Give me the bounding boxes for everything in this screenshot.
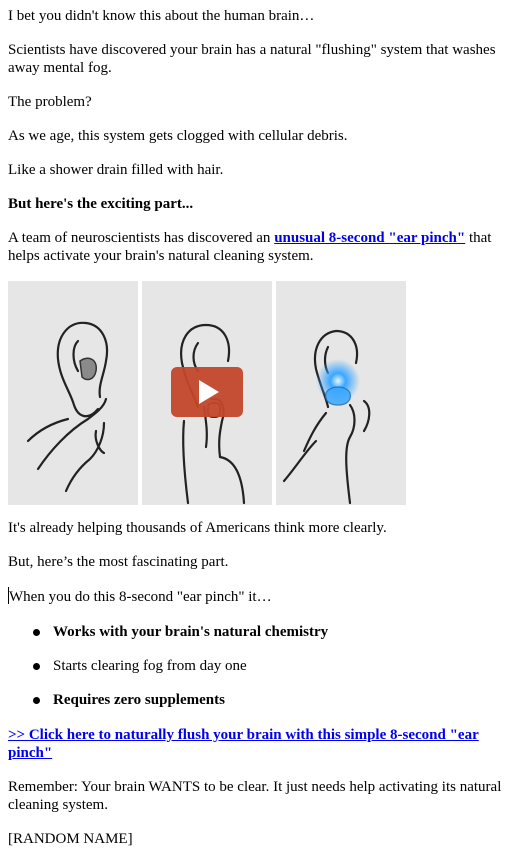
paragraph-remember: Remember: Your brain WANTS to be clear. It just needs help activating its natural cleaning system. <box>8 779 502 813</box>
paragraph-flushing-system: Scientists have discovered your brain has a natural "flushing" system that washes away mental fog. <box>8 42 496 76</box>
ear-pinch-video-thumbnail[interactable] <box>8 281 406 505</box>
ear-glow-illustration <box>276 281 406 505</box>
list-item-text: Works with your brain's natural chemistry <box>53 624 329 640</box>
paragraph-fascinating: But, here’s the most fascinating part. <box>8 554 229 570</box>
when-you-do-text: When you do this 8-second "ear pinch" it… <box>9 589 272 605</box>
ear-pinch-link[interactable]: unusual 8-second "ear pinch" <box>274 230 466 246</box>
signature: [RANDOM NAME] <box>8 831 133 847</box>
paragraph-shower-drain: Like a shower drain filled with hair. <box>8 162 224 178</box>
discovery-text-before: A team of neuroscientists has discovered an <box>8 230 275 246</box>
ear-outline-panel <box>8 281 138 505</box>
paragraph-clogged: As we age, this system gets clogged with cellular debris. <box>8 128 348 144</box>
list-item-text: Starts clearing fog from day one <box>53 658 247 674</box>
paragraph-thousands: It's already helping thousands of Americans think more clearly. <box>8 520 387 536</box>
discovery-text-after: that helps activate your brain's natural cleaning system. <box>8 230 492 264</box>
bullet-dot <box>33 697 40 704</box>
bullet-dot <box>33 629 40 636</box>
play-button[interactable] <box>171 367 243 417</box>
list-item-text: Requires zero supplements <box>53 692 225 708</box>
list-item <box>33 691 502 709</box>
bullet-dot <box>33 663 40 670</box>
list-item <box>33 623 502 641</box>
paragraph-exciting-part: But here's the exciting part... <box>8 196 194 212</box>
paragraph-problem: The problem? <box>8 94 92 110</box>
paragraph-discovery <box>8 229 502 265</box>
paragraph-when-you-do <box>8 587 502 606</box>
play-icon <box>199 380 219 404</box>
benefits-list <box>8 623 502 709</box>
intro-line: I bet you didn't know this about the human brain… <box>8 8 315 24</box>
ear-glow-panel <box>276 281 406 505</box>
cta-paragraph <box>8 726 502 762</box>
cta-link[interactable]: >> Click here to naturally flush your brain with this simple 8-second "ear pinch" <box>8 727 479 761</box>
ear-outline-illustration <box>8 281 138 505</box>
list-item <box>33 657 502 675</box>
